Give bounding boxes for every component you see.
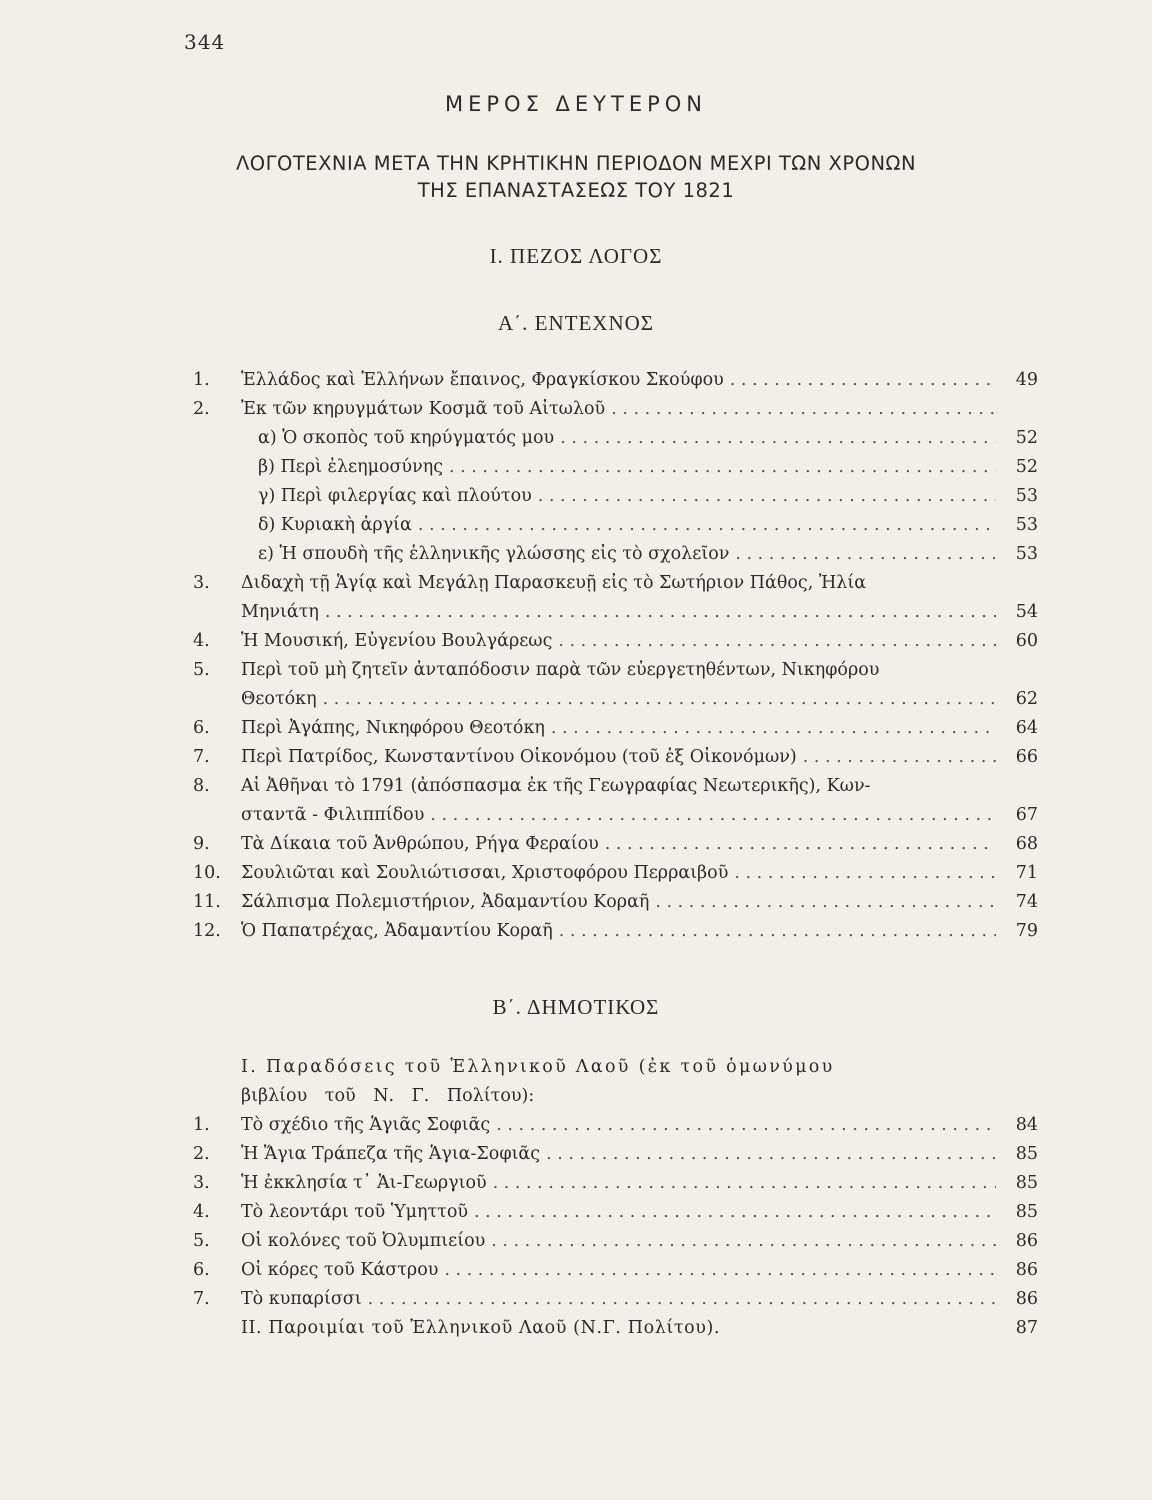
leader-dots <box>325 602 996 622</box>
entry-number: 12. <box>193 921 221 941</box>
toc-entry-continuation <box>193 805 1038 834</box>
entry-number: 3. <box>193 573 210 593</box>
entry-page: 87 <box>1015 1318 1038 1338</box>
entry-title: β) Περὶ ἐλεημοσύνης <box>258 457 443 477</box>
toc-heading-continuation <box>193 1086 1038 1115</box>
entry-page: 52 <box>1015 428 1038 448</box>
entry-page: 64 <box>1015 718 1038 738</box>
entry-title: γ) Περὶ φιλεργίας καὶ πλούτου <box>258 486 532 506</box>
entry-page: 66 <box>1015 747 1038 767</box>
leader-dots <box>546 1144 996 1164</box>
leader-dots <box>430 805 996 825</box>
entry-title: ε) Ἡ σπουδὴ τῆς ἑλληνικῆς γλώσσης εἰς τὸ σχολεῖον <box>258 544 730 564</box>
entry-page: 79 <box>1015 921 1038 941</box>
entry-title: Οἱ κολόνες τοῦ Ὀλυμπιείου <box>241 1231 486 1251</box>
entry-number: 8. <box>193 776 210 796</box>
entry-title: Ἡ Ἅγια Τράπεζα τῆς Ἁγια-Σοφιᾶς <box>241 1144 541 1164</box>
entry-number: 11. <box>193 892 221 912</box>
entry-title: Οἱ κόρες τοῦ Κάστρου <box>241 1260 439 1280</box>
toc-entry <box>193 776 1038 805</box>
entry-title: Ἡ Μουσική, Εὐγενίου Βουλγάρεως <box>241 631 553 651</box>
toc-subentry <box>193 457 1038 486</box>
entry-title: σταντᾶ - Φιλιππίδου <box>241 805 425 825</box>
toc-entry-continuation <box>193 602 1038 631</box>
toc-entry <box>193 1173 1038 1202</box>
leader-dots <box>605 834 996 854</box>
toc-entry <box>193 1231 1038 1260</box>
leader-dots <box>551 718 996 738</box>
leader-dots <box>560 428 996 448</box>
toc-entry <box>193 660 1038 689</box>
subsection-a-title: Α΄. ΕΝΤΕΧΝΟΣ <box>497 311 655 335</box>
leader-dots <box>496 1115 996 1135</box>
leader-dots <box>491 1231 996 1251</box>
entry-title: Μηνιάτη <box>241 602 319 622</box>
entry-number: 6. <box>193 1260 210 1280</box>
entry-page: 67 <box>1015 805 1038 825</box>
entry-title: Τὰ Δίκαια τοῦ Ἀνθρώπου, Ρήγα Φεραίου <box>241 834 599 854</box>
entry-page: 54 <box>1015 602 1038 622</box>
page-number: 344 <box>184 30 226 54</box>
leader-dots <box>558 631 996 651</box>
entry-number: 2. <box>193 1144 210 1164</box>
main-title <box>0 150 1152 204</box>
entry-page: 62 <box>1015 689 1038 709</box>
entry-page: 60 <box>1015 631 1038 651</box>
leader-dots <box>735 544 996 564</box>
entry-title: Τὸ κυπαρίσσι <box>241 1289 362 1309</box>
subsection-b-title: Β΄. ΔΗΜΟΤΙΚΟΣ <box>492 995 660 1019</box>
entry-title: Διδαχὴ τῇ Ἁγίᾳ καὶ Μεγάλῃ Παρασκευῇ εἰς τὸ Σωτήριον Πάθος, Ἠλία <box>241 573 867 593</box>
entry-number: 3. <box>193 1173 210 1193</box>
toc-entry <box>193 399 1038 428</box>
entry-title: Ὁ Παπατρέχας, Ἀδαμαντίου Κοραῆ <box>241 921 553 941</box>
entry-title: α) Ὁ σκοπὸς τοῦ κηρύγματός μου <box>258 428 555 448</box>
toc-subentry <box>193 515 1038 544</box>
toc-section-b <box>193 1057 1038 1347</box>
leader-dots <box>655 892 996 912</box>
heading-line1: Ι. Παραδόσεις τοῦ Ἑλληνικοῦ Λαοῦ (ἐκ τοῦ ὁμωνύμου <box>241 1057 835 1077</box>
toc-entry <box>193 1115 1038 1144</box>
entry-title: Ἡ ἐκκλησία τ᾿ Ἁι-Γεωργιοῦ <box>241 1173 487 1193</box>
entry-title: δ) Κυριακὴ ἀργία <box>258 515 412 535</box>
entry-number: 9. <box>193 834 210 854</box>
toc-entry <box>193 631 1038 660</box>
entry-number: 10. <box>193 863 221 883</box>
toc-entry <box>193 834 1038 863</box>
toc-entry <box>193 747 1038 776</box>
entry-page: 49 <box>1015 370 1038 390</box>
toc-heading <box>193 1057 1038 1086</box>
toc-entry <box>193 892 1038 921</box>
entry-page: 68 <box>1015 834 1038 854</box>
entry-number: 4. <box>193 631 210 651</box>
leader-dots <box>444 1260 996 1280</box>
entry-title: Περὶ τοῦ μὴ ζητεῖν ἀνταπόδοσιν παρὰ τῶν εὐεργετηθέντων, Νικηφόρου <box>241 660 880 680</box>
leader-dots <box>449 457 996 477</box>
entry-page: 74 <box>1015 892 1038 912</box>
entry-page: 84 <box>1015 1115 1038 1135</box>
leader-dots <box>418 515 996 535</box>
entry-title: Τὸ σχέδιο τῆς Ἁγιᾶς Σοφιᾶς <box>241 1115 491 1135</box>
entry-title: Περὶ Ἀγάπης, Νικηφόρου Θεοτόκη <box>241 718 545 738</box>
toc-entry <box>193 573 1038 602</box>
part-title: ΜΕΡΟΣ ΔΕΥΤΕΡΟΝ <box>445 92 707 116</box>
entry-title: Ἑλλάδος καὶ Ἑλλήνων ἔπαινος, Φραγκίσκου Σκούφου <box>241 370 724 390</box>
toc-entry <box>193 370 1038 399</box>
leader-dots <box>493 1173 996 1193</box>
toc-entry <box>193 921 1038 950</box>
leader-dots <box>611 399 996 419</box>
main-title-line1: ΛΟΓΟΤΕΧΝΙΑ ΜΕΤΑ ΤΗΝ ΚΡΗΤΙΚΗΝ ΠΕΡΙΟΔΟΝ ΜΕΧΡΙ ΤΩΝ ΧΡΟΝΩΝ <box>235 152 917 175</box>
leader-dots <box>803 747 996 767</box>
main-title-line2: ΤΗΣ ΕΠΑΝΑΣΤΑΣΕΩΣ ΤΟΥ 1821 <box>417 179 735 202</box>
entry-number: 7. <box>193 1289 210 1309</box>
entry-number: 6. <box>193 718 210 738</box>
leader-dots <box>734 863 996 883</box>
toc-entry-continuation <box>193 689 1038 718</box>
toc-entry <box>193 1144 1038 1173</box>
entry-title: Περὶ Πατρίδος, Κωνσταντίνου Οἰκονόμου (τοῦ ἐξ Οἰκονόμων) <box>241 747 797 767</box>
entry-number: 5. <box>193 1231 210 1251</box>
entry-page: 52 <box>1015 457 1038 477</box>
toc-entry <box>193 1260 1038 1289</box>
toc-entry <box>193 1289 1038 1318</box>
toc-entry <box>193 863 1038 892</box>
toc-entry <box>193 1318 1038 1347</box>
toc-section-a <box>193 370 1038 950</box>
entry-page: 53 <box>1015 544 1038 564</box>
toc-entry <box>193 718 1038 747</box>
entry-number: 1. <box>193 370 210 390</box>
entry-page: 85 <box>1015 1173 1038 1193</box>
leader-dots <box>323 689 996 709</box>
entry-page: 86 <box>1015 1260 1038 1280</box>
toc-subentry <box>193 428 1038 457</box>
entry-number: 4. <box>193 1202 210 1222</box>
entry-page: 71 <box>1015 863 1038 883</box>
entry-page: 85 <box>1015 1144 1038 1164</box>
leader-dots <box>538 486 996 506</box>
entry-number: 7. <box>193 747 210 767</box>
leader-dots <box>474 1202 996 1222</box>
entry-title: Τὸ λεοντάρι τοῦ Ὑμηττοῦ <box>241 1202 469 1222</box>
entry-page: 86 <box>1015 1231 1038 1251</box>
entry-title: Αἱ Ἀθῆναι τὸ 1791 (ἀπόσπασμα ἐκ τῆς Γεωγραφίας Νεωτερικῆς), Κων- <box>241 776 871 796</box>
toc-subentry <box>193 544 1038 573</box>
entry-title: Θεοτόκη <box>241 689 317 709</box>
entry-title: Σάλπισμα Πολεμιστήριον, Ἀδαμαντίου Κοραῆ <box>241 892 650 912</box>
leader-dots <box>730 370 996 390</box>
entry-number: 5. <box>193 660 210 680</box>
entry-title: Ἐκ τῶν κηρυγμάτων Κοσμᾶ τοῦ Αἰτωλοῦ <box>241 399 606 419</box>
toc-subentry <box>193 486 1038 515</box>
entry-number: 2. <box>193 399 210 419</box>
toc-entry <box>193 1202 1038 1231</box>
heading-line2: βιβλίου τοῦ Ν. Γ. Πολίτου): <box>241 1086 535 1106</box>
leader-dots <box>368 1289 996 1309</box>
entry-page: 53 <box>1015 515 1038 535</box>
entry-page: 53 <box>1015 486 1038 506</box>
leader-dots <box>559 921 996 941</box>
entry-title: Σουλιῶται καὶ Σουλιώτισσαι, Χριστοφόρου Περραιβοῦ <box>241 863 729 883</box>
entry-page: 86 <box>1015 1289 1038 1309</box>
entry-title: ΙΙ. Παροιμίαι τοῦ Ἑλληνικοῦ Λαοῦ (Ν.Γ. Πολίτου). <box>241 1318 721 1338</box>
section-title: Ι. ΠΕΖΟΣ ΛΟΓΟΣ <box>489 244 663 268</box>
entry-number: 1. <box>193 1115 210 1135</box>
entry-page: 85 <box>1015 1202 1038 1222</box>
